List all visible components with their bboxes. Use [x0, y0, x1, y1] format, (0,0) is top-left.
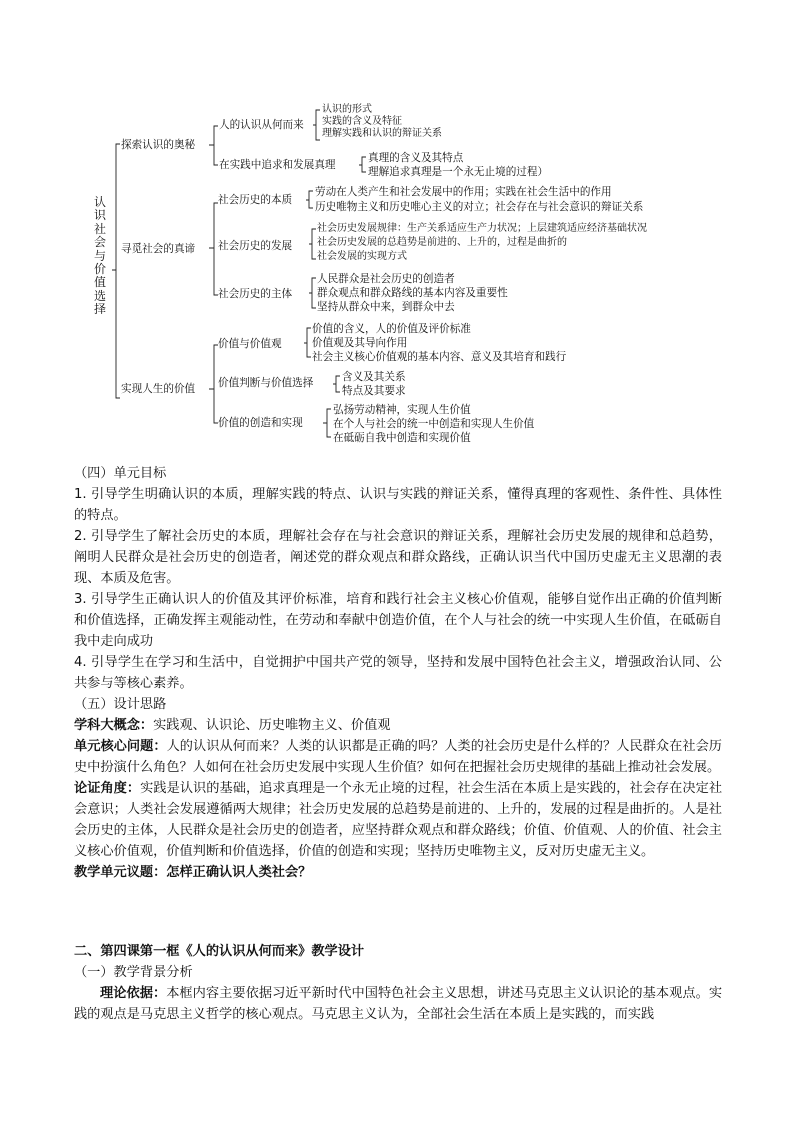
design-label: 论证角度：: [74, 781, 141, 796]
leaf-item: 坚持从群众中来，到群众中去: [317, 301, 455, 313]
design-text: 实践观、认识论、历史唯物主义、价值观: [153, 718, 391, 733]
lesson-design-section: [74, 941, 722, 1025]
node-pursue-truth: 在实践中追求和发展真理: [219, 159, 336, 171]
leaf-list-values: [312, 322, 566, 364]
leaf-item: 价值观及其导向作用: [312, 337, 408, 349]
node-value-judgment: 价值判断与价值选择: [218, 377, 314, 389]
node-value-and-values: 价值与价值观: [218, 338, 282, 350]
leaf-item: 人民群众是社会历史的创造者: [317, 273, 455, 285]
leaf-item: 群众观点和群众路线的基本内容及重要性: [317, 287, 508, 299]
leaf-list-essence: [315, 185, 643, 215]
leaf-item: 社会主义核心价值观的基本内容、意义及其培育和践行: [312, 351, 567, 363]
design-item: [74, 736, 722, 778]
leaf-item: 认识的形式: [322, 104, 372, 115]
design-label: 学科大概念：: [74, 718, 154, 733]
design-label: 单元核心问题：: [74, 739, 167, 754]
leaf-item: 劳动在人类产生和社会发展中的作用；实践在社会生活中的作用: [315, 186, 612, 198]
leaf-item: 社会历史发展的总趋势是前进的、上升的，过程是曲折的: [317, 237, 567, 248]
leaf-item: 实践的含义及特征: [322, 116, 402, 127]
theory-paragraph: [74, 983, 722, 1025]
design-item: [74, 778, 722, 862]
branch-realize-value: 实现人生的价值: [121, 383, 196, 395]
unit-goals-section: [74, 463, 722, 883]
node-value-creation: 价值的创造和实现: [218, 417, 303, 429]
leaf-list-truth: [368, 151, 548, 179]
node-origin-of-cognition: 人的认识从何而来: [219, 119, 304, 131]
leaf-list-origin: [322, 104, 442, 140]
goal-item: 2. 引导学生了解社会历史的本质，理解社会存在与社会意识的辩证关系，理解社会历史发展的规律和总趋势，阐明人民群众是社会历史的创造者，阐述党的群众观点和群众路线，正确认识当代中国历史虚无主义思潮的表现、本质及危害。: [74, 529, 722, 586]
design-text: 人的认识从何而来？人类的认识都是正确的吗？人类的社会历史是什么样的？人民群众在社会历史中扮演什么角色？人如何在社会历史发展中实现人生价值？如何在把握社会历史规律的基础上推动社会发展。: [74, 739, 722, 775]
diagram-root-title: 认识社会与价值选择: [93, 195, 106, 317]
leaf-item: 价值的含义，人的价值及评价标准: [312, 323, 471, 335]
goal-item: 3. 引导学生正确认识人的价值及其评价标准，培育和践行社会主义核心价值观，能够自觉作出正确的价值判断和价值选择，正确发挥主观能动性，在劳动和奉献中创造价值，在个人与社会的统一中实现人生价值，在砥砺自我中走向成功: [74, 592, 722, 649]
leaf-item: 历史唯物主义和历史唯心主义的对立；社会存在与社会意识的辩证关系: [315, 201, 644, 213]
leaf-item: 在砥砺自我中创造和实现价值: [333, 432, 471, 444]
leaf-list-subject: [317, 272, 508, 314]
goal-item: 1. 引导学生明确认识的本质，理解实践的特点、认识与实践的辩证关系，懂得真理的客观性、条件性、具体性的特点。: [74, 487, 722, 523]
goal-item: 4. 引导学生在学习和生活中，自觉拥护中国共产党的领导，坚持和发展中国特色社会主义，增强政治认同、公共参与等核心素养。: [74, 655, 722, 691]
node-subject-of-history: 社会历史的主体: [218, 288, 293, 300]
leaf-item: 特点及其要求: [342, 385, 406, 397]
theory-label: 理论依据：: [100, 986, 167, 1001]
theory-text: 本框内容主要依据习近平新时代中国特色社会主义思想，讲述马克思主义认识论的基本观点。实践的观点是马克思主义哲学的核心观点。马克思主义认为，全部社会生活在本质上是实践的，而实践: [74, 986, 723, 1022]
leaf-item: 在个人与社会的统一中创造和实现人生价值: [333, 418, 535, 430]
leaf-list-creation: [333, 403, 534, 445]
leaf-item: 社会历史发展规律：生产关系适应生产力状况；上层建筑适应经济基础状况: [317, 223, 647, 234]
lesson-heading: 二、第四课第一框《人的认识从何而来》教学设计: [74, 944, 365, 959]
leaf-item: 理解追求真理是一个永无止境的过程）: [368, 166, 549, 178]
leaf-item: 含义及其关系: [342, 371, 406, 383]
leaf-item: 弘扬劳动精神，实现人生价值: [333, 404, 471, 416]
section-heading: （一）教学背景分析: [74, 965, 193, 980]
node-essence-of-history: 社会历史的本质: [218, 194, 293, 206]
design-text: 实践是认识的基础，追求真理是一个永无止境的过程，社会生活在本质上是实践的，社会存在决定社会意识；人类社会发展遵循两大规律；社会历史发展的总趋势是前进的、上升的，发展的过程是曲折的。人是社会历史的主体，人民群众是社会历史的创造者，应坚持群众观点和群众路线；价值、价值观、人的价值、社会主义核心价值观，价值判断和价值选择，价值的创造和实现；坚持历史唯物主义，反对历史虚无主义。: [74, 781, 723, 859]
leaf-item: 真理的含义及其特点: [368, 152, 464, 164]
node-development-of-history: 社会历史的发展: [218, 240, 293, 252]
section-heading: （四）单元目标: [74, 466, 167, 481]
design-item: [74, 715, 722, 736]
branch-explore-cognition: 探索认识的奥秘: [121, 139, 196, 151]
leaf-item: 理解实践和认识的辩证关系: [322, 128, 442, 139]
leaf-list-judgment: [342, 370, 406, 398]
section-heading: （五）设计思路: [74, 697, 167, 712]
branch-seek-society: 寻觅社会的真谛: [121, 243, 196, 255]
unit-topic: 教学单元议题：怎样正确认识人类社会？: [74, 865, 312, 880]
leaf-item: 社会发展的实现方式: [317, 251, 407, 262]
leaf-list-development: [317, 222, 647, 264]
